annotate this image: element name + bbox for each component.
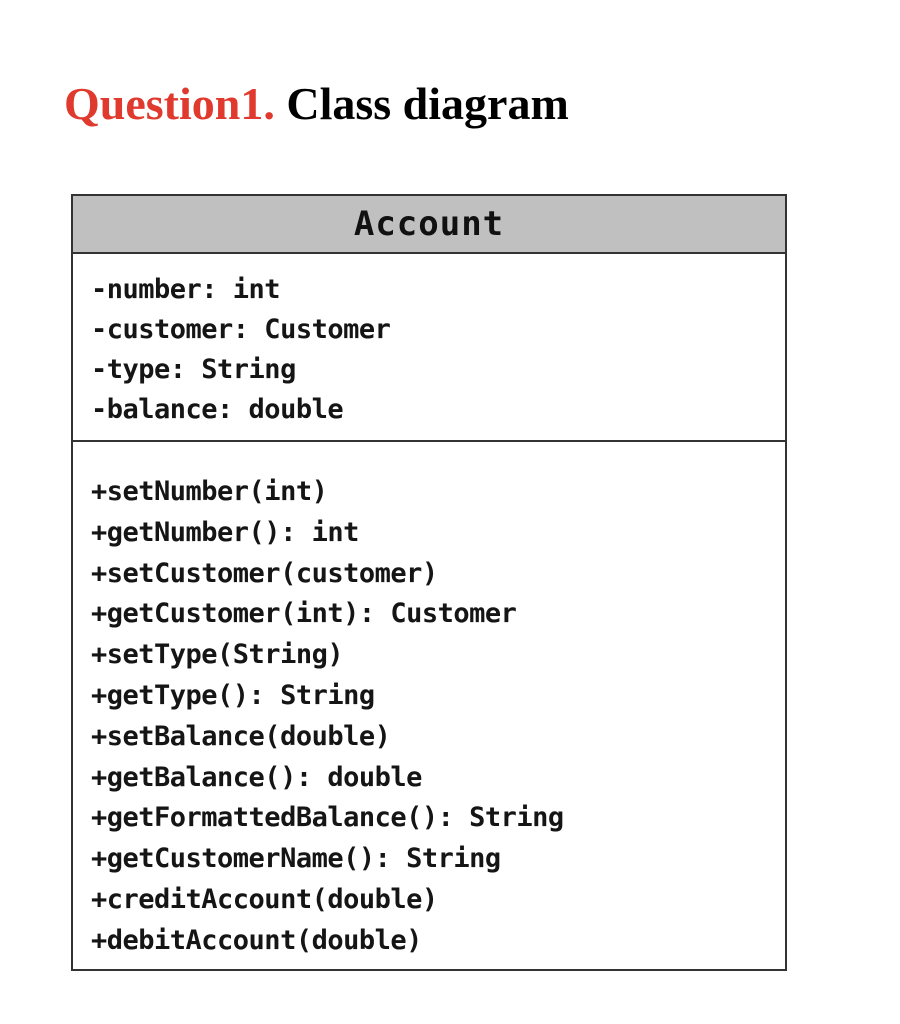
- operation: +getType(): String: [91, 679, 375, 711]
- operation: +debitAccount(double): [91, 924, 422, 956]
- question-label: Question1.: [64, 78, 275, 129]
- attributes-compartment: [73, 254, 785, 442]
- operation: +getCustomer(int): Customer: [91, 598, 517, 630]
- operation: +setBalance(double): [91, 720, 391, 752]
- operation: +getNumber(): int: [91, 516, 359, 548]
- operation: +creditAccount(double): [91, 883, 438, 915]
- heading-title: Class diagram: [286, 78, 569, 129]
- operations-compartment: [73, 442, 785, 969]
- operation: +getBalance(): double: [91, 761, 422, 793]
- attribute: -balance: double: [91, 394, 344, 425]
- operation: +setCustomer(customer): [91, 557, 438, 589]
- attribute: -customer: Customer: [91, 314, 391, 345]
- class-name: Account: [73, 196, 785, 254]
- uml-class-box: [71, 194, 787, 971]
- operation: +getFormattedBalance(): String: [91, 802, 564, 834]
- operation: +getCustomerName(): String: [91, 843, 501, 875]
- attribute: -type: String: [91, 354, 296, 385]
- operation: +setNumber(int): [91, 476, 328, 507]
- attribute: -number: int: [91, 274, 281, 305]
- operation: +setType(String): [91, 639, 344, 671]
- page-heading: [64, 76, 569, 132]
